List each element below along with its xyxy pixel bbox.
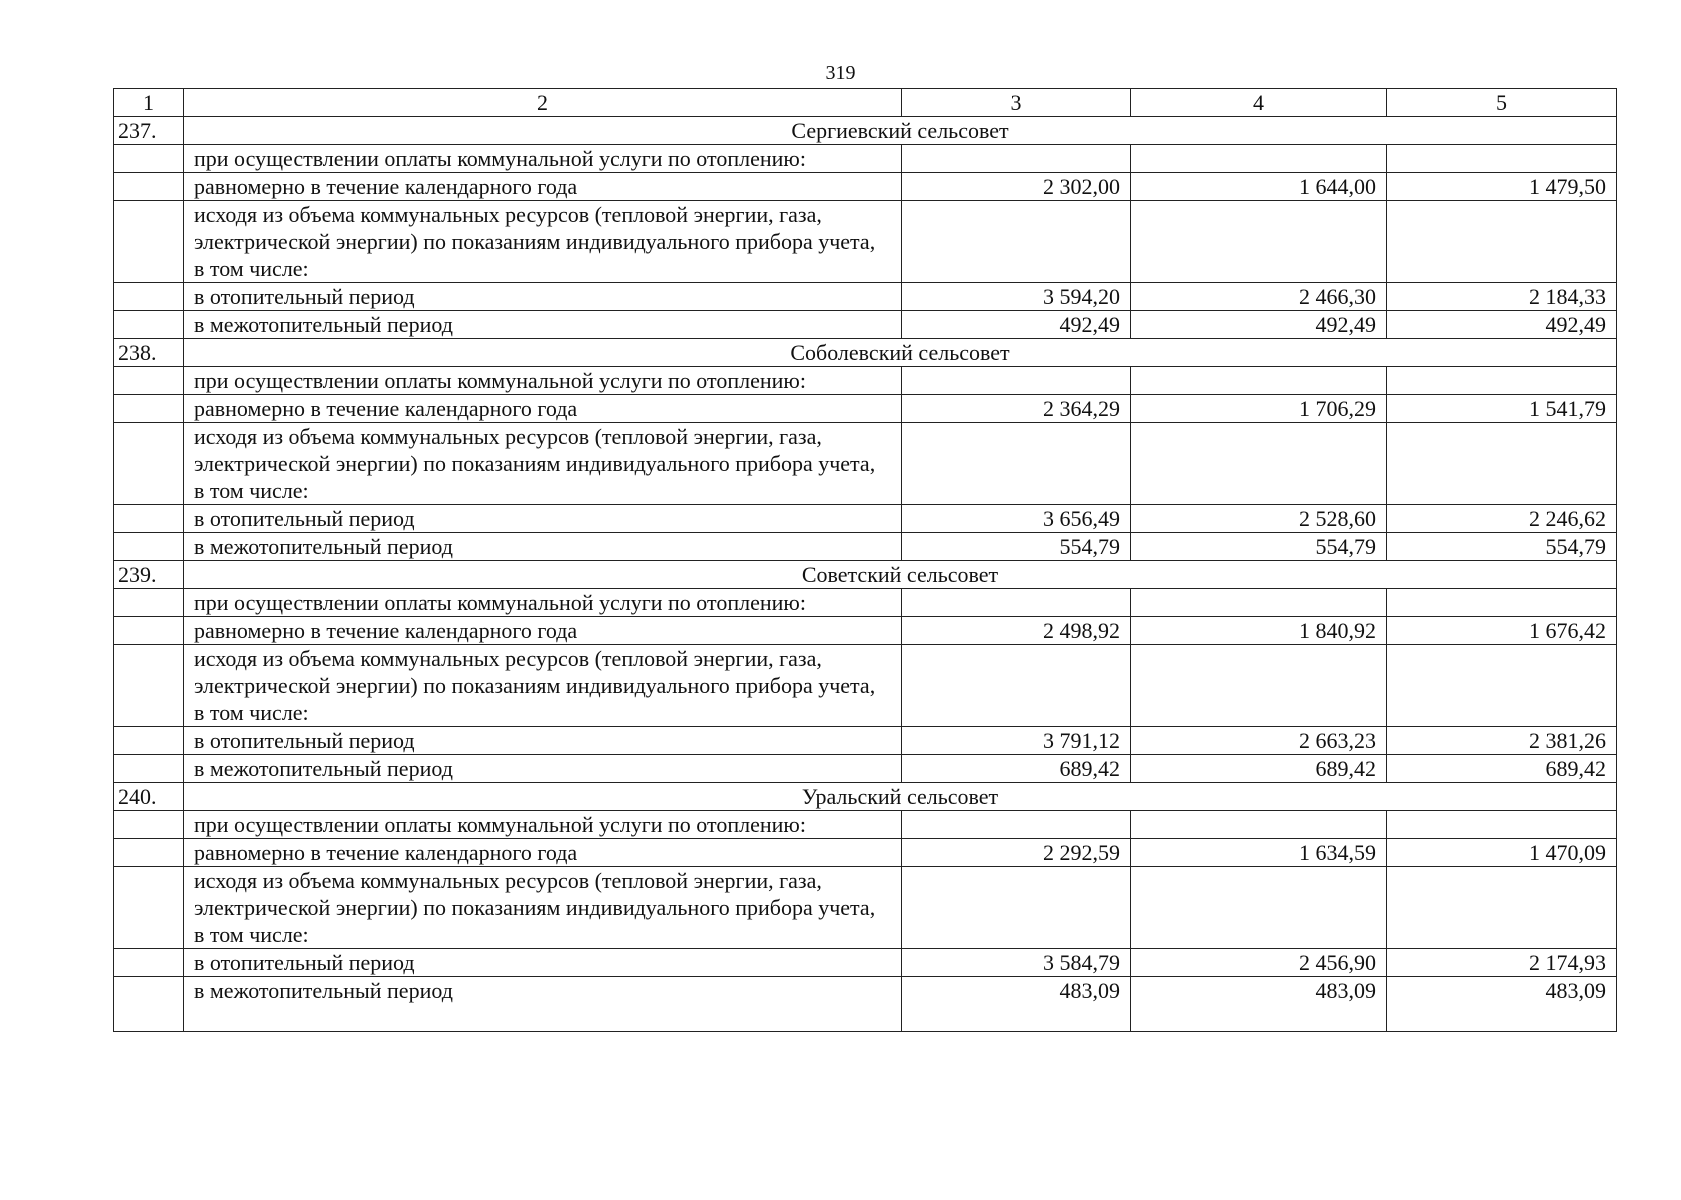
value-col-5: [1387, 589, 1617, 617]
row-number-cell: [114, 173, 184, 201]
section-name: Советский сельсовет: [184, 561, 1617, 589]
row-number-cell: [114, 645, 184, 727]
offseason-period-row: [114, 533, 1617, 561]
row-label: в межотопительный период: [184, 755, 902, 783]
value-col-5: 554,79: [1387, 533, 1617, 561]
row-number-cell: [114, 727, 184, 755]
column-header-4: 4: [1131, 89, 1387, 117]
offseason-period-row: [114, 755, 1617, 783]
value-col-5: 689,42: [1387, 755, 1617, 783]
column-header-5: 5: [1387, 89, 1617, 117]
row-number-cell: [114, 145, 184, 173]
row-label: в отопительный период: [184, 727, 902, 755]
row-label: в отопительный период: [184, 283, 902, 311]
value-col-3: [902, 645, 1131, 727]
page-number: 319: [825, 62, 856, 84]
row-label: исходя из объема коммунальных ресурсов (тепловой энергии, газа, электрической энергии) по показаниям индивидуального прибора учета, в том числе:: [184, 867, 902, 949]
value-col-4: [1131, 645, 1387, 727]
value-col-3: [902, 145, 1131, 173]
row-number-cell: [114, 811, 184, 839]
heating-period-row: [114, 949, 1617, 977]
value-col-5: [1387, 423, 1617, 505]
meter-based-row: [114, 423, 1617, 505]
row-label: в отопительный период: [184, 505, 902, 533]
value-col-4: 689,42: [1131, 755, 1387, 783]
value-col-5: 1 676,42: [1387, 617, 1617, 645]
row-label: в межотопительный период: [184, 977, 902, 1032]
row-label: исходя из объема коммунальных ресурсов (тепловой энергии, газа, электрической энергии) по показаниям индивидуального прибора учета, в том числе:: [184, 645, 902, 727]
value-col-3: [902, 367, 1131, 395]
value-col-5: 2 184,33: [1387, 283, 1617, 311]
value-col-3: 689,42: [902, 755, 1131, 783]
row-label: исходя из объема коммунальных ресурсов (тепловой энергии, газа, электрической энергии) по показаниям индивидуального прибора учета, в том числе:: [184, 201, 902, 283]
value-col-5: [1387, 645, 1617, 727]
value-col-3: [902, 867, 1131, 949]
value-col-5: 2 174,93: [1387, 949, 1617, 977]
value-col-4: 483,09: [1131, 977, 1387, 1032]
value-col-3: [902, 201, 1131, 283]
value-col-4: [1131, 867, 1387, 949]
value-col-4: 492,49: [1131, 311, 1387, 339]
value-col-4: [1131, 423, 1387, 505]
row-label: при осуществлении оплаты коммунальной услуги по отоплению:: [184, 811, 902, 839]
value-col-3: 2 302,00: [902, 173, 1131, 201]
value-col-5: 1 479,50: [1387, 173, 1617, 201]
section-name: Соболевский сельсовет: [184, 339, 1617, 367]
row-number-cell: [114, 505, 184, 533]
offseason-period-row: [114, 311, 1617, 339]
value-col-3: 3 594,20: [902, 283, 1131, 311]
intro-row: [114, 589, 1617, 617]
section-name: Сергиевский сельсовет: [184, 117, 1617, 145]
value-col-3: [902, 423, 1131, 505]
row-label: равномерно в течение календарного года: [184, 395, 902, 423]
offseason-period-row: [114, 977, 1617, 1032]
value-col-4: 2 466,30: [1131, 283, 1387, 311]
value-col-3: 2 292,59: [902, 839, 1131, 867]
value-col-3: 492,49: [902, 311, 1131, 339]
value-col-3: 3 584,79: [902, 949, 1131, 977]
value-col-4: 1 840,92: [1131, 617, 1387, 645]
value-col-5: 1 470,09: [1387, 839, 1617, 867]
value-col-4: 2 528,60: [1131, 505, 1387, 533]
value-col-3: 3 791,12: [902, 727, 1131, 755]
meter-based-row: [114, 201, 1617, 283]
value-col-4: [1131, 589, 1387, 617]
value-col-3: [902, 811, 1131, 839]
row-label: в межотопительный период: [184, 533, 902, 561]
column-header-3: 3: [902, 89, 1131, 117]
row-label: при осуществлении оплаты коммунальной услуги по отоплению:: [184, 589, 902, 617]
value-col-4: 2 456,90: [1131, 949, 1387, 977]
section-number: 240.: [114, 783, 184, 811]
row-number-cell: [114, 367, 184, 395]
row-label: исходя из объема коммунальных ресурсов (тепловой энергии, газа, электрической энергии) по показаниям индивидуального прибора учета, в том числе:: [184, 423, 902, 505]
row-label: в отопительный период: [184, 949, 902, 977]
row-label: при осуществлении оплаты коммунальной услуги по отоплению:: [184, 145, 902, 173]
row-number-cell: [114, 201, 184, 283]
value-col-5: [1387, 367, 1617, 395]
section-number: 238.: [114, 339, 184, 367]
section-title-row: [114, 339, 1617, 367]
value-col-4: 1 706,29: [1131, 395, 1387, 423]
value-col-3: 3 656,49: [902, 505, 1131, 533]
value-col-5: [1387, 145, 1617, 173]
row-label: равномерно в течение календарного года: [184, 173, 902, 201]
value-col-5: [1387, 811, 1617, 839]
value-col-5: [1387, 201, 1617, 283]
row-number-cell: [114, 617, 184, 645]
value-col-4: 554,79: [1131, 533, 1387, 561]
value-col-4: [1131, 811, 1387, 839]
row-label: в межотопительный период: [184, 311, 902, 339]
value-col-4: 1 634,59: [1131, 839, 1387, 867]
row-number-cell: [114, 283, 184, 311]
meter-based-row: [114, 645, 1617, 727]
column-header-2: 2: [184, 89, 902, 117]
value-col-3: 483,09: [902, 977, 1131, 1032]
heating-period-row: [114, 505, 1617, 533]
section-title-row: [114, 561, 1617, 589]
section-title-row: [114, 783, 1617, 811]
row-number-cell: [114, 423, 184, 505]
intro-row: [114, 367, 1617, 395]
value-col-3: 554,79: [902, 533, 1131, 561]
intro-row: [114, 811, 1617, 839]
uniform-payment-row: [114, 395, 1617, 423]
row-number-cell: [114, 755, 184, 783]
row-number-cell: [114, 533, 184, 561]
value-col-4: 1 644,00: [1131, 173, 1387, 201]
value-col-5: 2 246,62: [1387, 505, 1617, 533]
column-number-header-row: [114, 89, 1617, 117]
column-header-1: 1: [114, 89, 184, 117]
row-number-cell: [114, 949, 184, 977]
section-number: 239.: [114, 561, 184, 589]
row-label: равномерно в течение календарного года: [184, 839, 902, 867]
tariff-table: [113, 88, 1617, 1032]
row-number-cell: [114, 839, 184, 867]
row-number-cell: [114, 589, 184, 617]
section-name: Уральский сельсовет: [184, 783, 1617, 811]
value-col-5: 492,49: [1387, 311, 1617, 339]
meter-based-row: [114, 867, 1617, 949]
uniform-payment-row: [114, 617, 1617, 645]
value-col-3: [902, 589, 1131, 617]
row-label: равномерно в течение календарного года: [184, 617, 902, 645]
row-number-cell: [114, 311, 184, 339]
uniform-payment-row: [114, 173, 1617, 201]
value-col-4: [1131, 145, 1387, 173]
value-col-5: 1 541,79: [1387, 395, 1617, 423]
section-title-row: [114, 117, 1617, 145]
row-number-cell: [114, 867, 184, 949]
intro-row: [114, 145, 1617, 173]
value-col-4: [1131, 201, 1387, 283]
value-col-5: [1387, 867, 1617, 949]
value-col-5: 2 381,26: [1387, 727, 1617, 755]
value-col-5: 483,09: [1387, 977, 1617, 1032]
value-col-3: 2 364,29: [902, 395, 1131, 423]
row-number-cell: [114, 395, 184, 423]
heating-period-row: [114, 283, 1617, 311]
value-col-3: 2 498,92: [902, 617, 1131, 645]
section-number: 237.: [114, 117, 184, 145]
value-col-4: [1131, 367, 1387, 395]
uniform-payment-row: [114, 839, 1617, 867]
row-number-cell: [114, 977, 184, 1032]
value-col-4: 2 663,23: [1131, 727, 1387, 755]
heating-period-row: [114, 727, 1617, 755]
row-label: при осуществлении оплаты коммунальной услуги по отоплению:: [184, 367, 902, 395]
